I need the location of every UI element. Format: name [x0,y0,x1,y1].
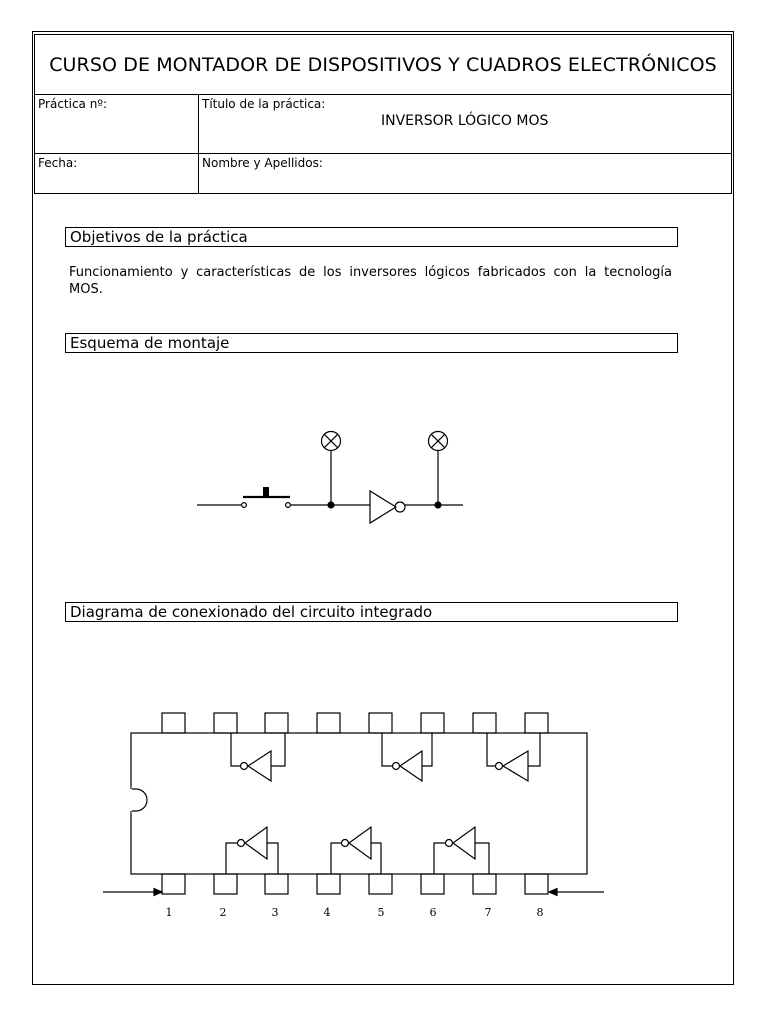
ic-pinout-diagram [103,713,604,896]
pushbutton-icon [243,487,290,497]
pin-number: 8 [536,906,544,919]
switch-contact-icon [242,503,247,508]
lamp-icon [322,432,341,451]
ic-pin [265,713,288,733]
practice-title-label: Título de la práctica: [202,97,326,111]
ic-body [131,733,587,874]
name-label: Nombre y Apellidos: [202,156,323,170]
arrow-right-icon [103,889,162,896]
date-label: Fecha: [38,156,78,170]
assembly-schematic [197,432,463,524]
ic-pin [162,713,185,733]
pin-number: 5 [377,906,385,919]
inverter-gate-icon [382,733,432,781]
inverter-gate-icon [331,827,381,874]
practice-title-value: INVERSOR LÓGICO MOS [381,113,549,129]
inverter-gate-icon [434,827,489,874]
ic-pin [214,874,237,894]
inverter-gate-icon [487,733,540,781]
ic-pin [265,874,288,894]
pin-number: 7 [484,906,492,919]
pin-number: 6 [429,906,437,919]
ic-pin [317,713,340,733]
arrow-left-icon [549,889,604,896]
pin-number: 2 [219,906,227,919]
practice-number-label: Práctica nº: [38,97,108,111]
pin-number: 1 [165,906,173,919]
ic-pin [421,713,444,733]
inverter-gate-icon [226,827,278,874]
ic-pin [162,874,185,894]
assembly-heading: Esquema de montaje [65,333,678,353]
objectives-text: Funcionamiento y características de los inversores lógicos fabricados con la tecnología MOS. [69,265,672,297]
objectives-heading: Objetivos de la práctica [65,227,678,247]
inverter-gate-icon [370,491,405,523]
ic-pin [317,874,340,894]
ic-pin [473,874,496,894]
ic-pin [473,713,496,733]
ic-pin [369,874,392,894]
inverter-gate-icon [231,733,285,781]
pin-number: 3 [271,906,279,919]
ic-pin [525,713,548,733]
ic-pin-numbers [166,906,544,919]
ic-top-pins [162,713,548,733]
ic-pin [369,713,392,733]
switch-contact-icon [286,503,291,508]
ic-bottom-pins [162,874,548,894]
ic-diagram-heading: Diagrama de conexionado del circuito integrado [65,602,678,622]
ic-pin [525,874,548,894]
course-title: CURSO DE MONTADOR DE DISPOSITIVOS Y CUADROS ELECTRÓNICOS [35,35,731,95]
ic-pin [421,874,444,894]
ic-pin [214,713,237,733]
lamp-icon [429,432,448,451]
pin-number: 4 [323,906,331,919]
